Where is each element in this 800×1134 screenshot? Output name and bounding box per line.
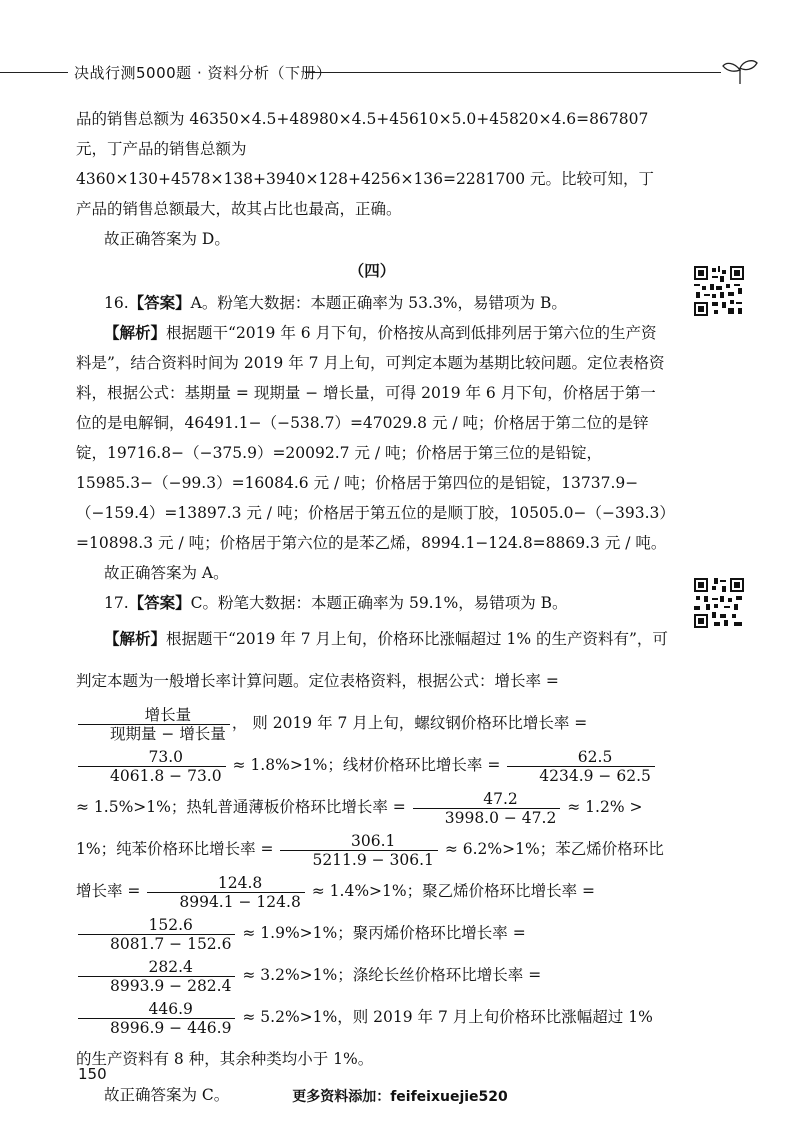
fraction-numerator: 152.6 <box>78 916 235 935</box>
fraction-wire-rod <box>507 748 655 785</box>
q17-number: 17. <box>104 594 129 612</box>
formula-denominator: 现期量 − 增长量 <box>110 724 226 743</box>
fraction-hot-rolled-sheet <box>413 790 561 827</box>
fraction-denominator: 8996.9 − 446.9 <box>110 1018 232 1037</box>
result-wire-rod: ≈ 1.5%>1%；热轧普通薄板价格环比增长率 = <box>76 798 406 816</box>
fraction-denominator: 5211.9 − 306.1 <box>312 850 434 869</box>
result-benzene: ≈ 6.2%>1%；苯乙烯价格环比增长率 = <box>76 840 664 900</box>
fraction-denominator: 8993.9 − 282.4 <box>110 976 232 995</box>
result-hot-rolled-sheet: ≈ 1.2% > 1%；纯苯价格环比增长率 = <box>76 798 643 858</box>
result-polyester-filament: ≈ 5.2%>1%，则 2019 年 7 月上旬价格环比涨幅超过 1% 的生产资料有 8 种，其余种类均小于 1%。 <box>76 1008 653 1068</box>
q17-conclusion: 故正确答案为 C。 <box>104 1086 230 1104</box>
page-number: 150 <box>78 1065 107 1083</box>
conclusion-p2: 故正确答案为 D。 <box>104 230 230 248</box>
section-heading: （四） <box>348 261 396 280</box>
fraction-polyester-filament <box>78 1000 235 1037</box>
fraction-benzene <box>280 832 437 869</box>
q16-analysis-text: 根据题干“2019 年 6 月下旬，价格按从高到低排列居于第六位的生产资料是”，结合资料时间为 2019 年 7 月上旬，可判定本题为基期比较问题。定位表格资料，根据公式：基期量 = 现期量 − 增长量，可得 2019 年 6 月下旬，价格居于第一位的是电解铜，46491.1−（−538.7）=47029.8 元 / 吨；价格居于第二位的是锌锭，19716.8−（−375.9）=20092.7 元 / 吨；价格居于第三位的是铅锭，15985.3−（−99.3）=16084.6 元 / 吨；价格居于第四位的是铝锭，13737.9−（−159.4）=13897.3 元 / 吨；价格居于第五位的是顺丁胶，10505.0−（−393.3）=10898.3 元 / 吨；价格居于第六位的是苯乙烯，8994.1−124.8=8869.3 元 / 吨。 <box>76 324 668 552</box>
calc-intro: 则 2019 年 7 月上旬，螺纹钢价格环比增长率 = <box>252 714 588 732</box>
q17-analysis-label: 【解析】 <box>104 629 167 648</box>
qr-code-icon[interactable] <box>694 578 744 628</box>
fraction-numerator: 47.2 <box>413 790 561 809</box>
result-styrene: ≈ 1.4%>1%；聚乙烯价格环比增长率 = <box>311 882 596 900</box>
header-rule-left <box>0 72 68 73</box>
fraction-numerator: 306.1 <box>280 832 437 851</box>
book-title: 决战行测5000题 · 资料分析（下册） <box>74 64 332 82</box>
q17-answer-text: C。粉笔大数据：本题正确率为 59.1%，易错项为 B。 <box>190 594 568 612</box>
running-header <box>0 56 800 88</box>
q16-analysis <box>76 318 668 558</box>
q16-answer-text: A。粉笔大数据：本题正确率为 53.3%，易错项为 B。 <box>190 294 567 312</box>
fraction-numerator: 73.0 <box>78 748 226 767</box>
q16-answer <box>76 288 668 318</box>
fraction-denominator: 4234.9 − 62.5 <box>539 766 651 785</box>
q17-answer-label: 【答案】 <box>128 593 191 612</box>
q16-answer-label: 【答案】 <box>128 293 191 312</box>
fraction-denominator: 8081.7 − 152.6 <box>110 934 232 953</box>
q17-analysis-text: 根据题干“2019 年 7 月上旬，价格环比涨幅超过 1% 的生产资料有”，可判定本题为一般增长率计算问题。定位表格资料，根据公式：增长率 = <box>76 630 668 690</box>
paragraph-continued: 品的销售总额为 46350×4.5+48980×4.5+45610×5.0+45820×4.6=867807 元，丁产品的销售总额为 4360×130+4578×138+3940×128+4256×136=2281700 元。比较可知，丁产品的销售总额最大，故其占比也最高，正确。 <box>76 110 654 218</box>
body-text <box>76 104 668 1110</box>
result-polyethylene: ≈ 1.9%>1%；聚丙烯价格环比增长率 = <box>242 924 526 942</box>
q16-analysis-label: 【解析】 <box>104 323 167 342</box>
q16-number: 16. <box>104 294 129 312</box>
growth-rate-formula <box>78 706 230 743</box>
sprout-icon <box>720 58 760 86</box>
fraction-denominator: 4061.8 − 73.0 <box>110 766 222 785</box>
footer-watermark: 更多资料添加：feifeixuejie520 <box>292 1089 508 1105</box>
result-rebar: ≈ 1.8%>1%；线材价格环比增长率 = <box>232 756 501 774</box>
fraction-rebar <box>78 748 226 785</box>
qr-code-icon[interactable] <box>694 266 744 316</box>
fraction-styrene <box>147 874 304 911</box>
q16-conclusion: 故正确答案为 A。 <box>104 564 229 582</box>
q17-answer <box>76 588 668 618</box>
fraction-numerator: 446.9 <box>78 1000 235 1019</box>
fraction-numerator: 62.5 <box>507 748 655 767</box>
fraction-denominator: 8994.1 − 124.8 <box>179 892 301 911</box>
result-polypropylene: ≈ 3.2%>1%；涤纶长丝价格环比增长率 = <box>242 966 542 984</box>
fraction-numerator: 124.8 <box>147 874 304 893</box>
header-rule-right <box>305 72 721 73</box>
fraction-polyethylene <box>78 916 235 953</box>
fraction-polypropylene <box>78 958 235 995</box>
formula-comma: ， <box>231 714 248 732</box>
formula-numerator: 增长量 <box>78 706 230 725</box>
q17-analysis <box>76 618 668 1080</box>
fraction-numerator: 282.4 <box>78 958 235 977</box>
fraction-denominator: 3998.0 − 47.2 <box>444 808 557 827</box>
